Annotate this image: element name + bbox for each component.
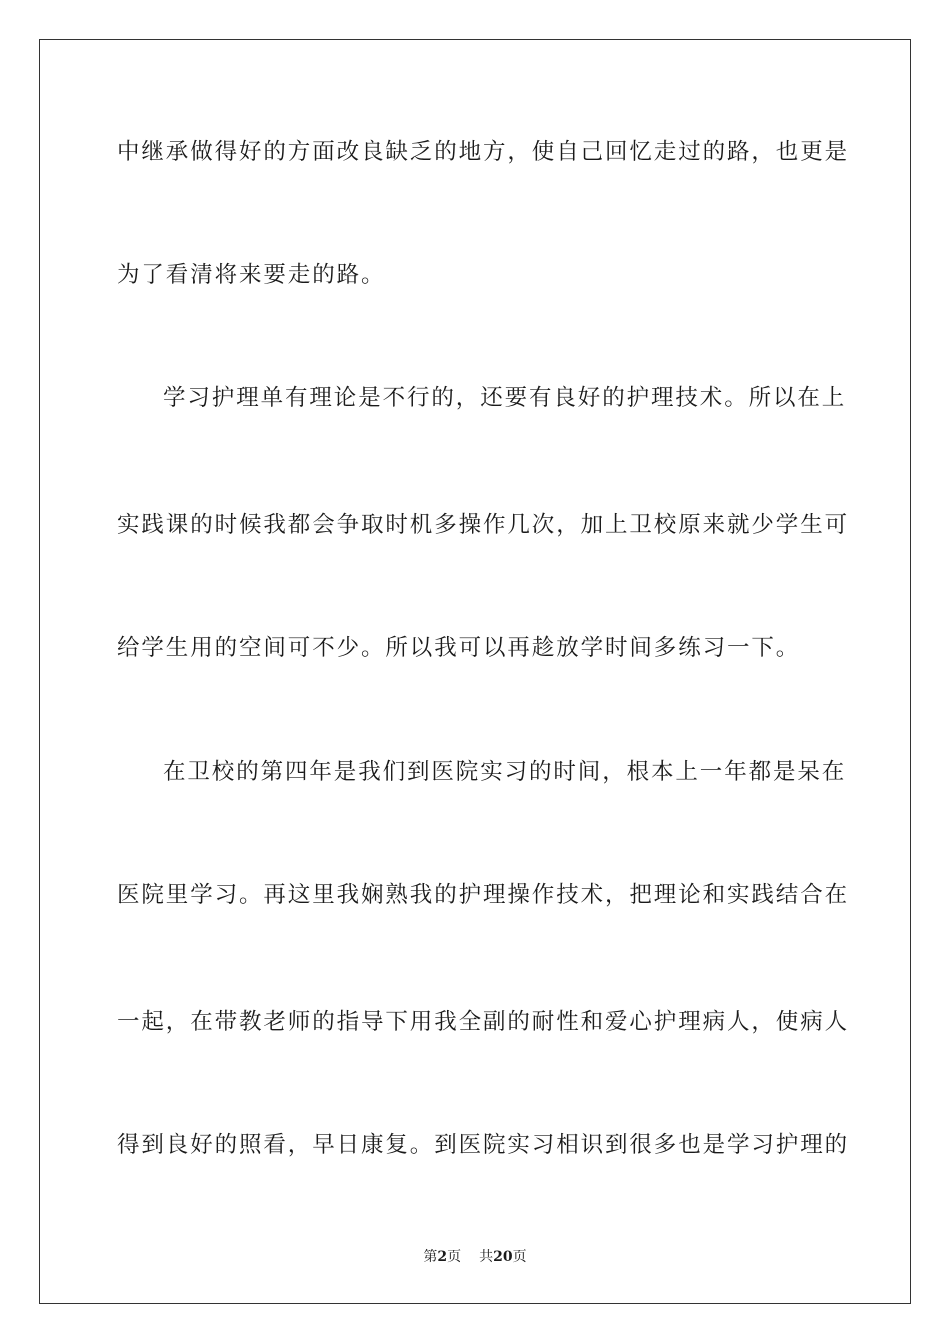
page-border [39, 39, 911, 1304]
page-prefix: 第 [423, 1249, 438, 1265]
page-suffix: 页 [447, 1249, 462, 1265]
text-line: 为了看清将来要走的路。 [117, 262, 386, 288]
text-line: 给学生用的空间可不少。所以我可以再趁放学时间多练习一下。 [117, 635, 801, 661]
text-line: 一起，在带教老师的指导下用我全副的耐性和爱心护理病人，使病人 [117, 1009, 850, 1035]
text-line: 中继承做得好的方面改良缺乏的地方，使自己回忆走过的路，也更是 [117, 139, 850, 165]
total-pages: 20 [493, 1249, 513, 1265]
total-suffix: 页 [512, 1249, 527, 1265]
paragraph-first-line: 在卫校的第四年是我们到医院实习的时间，根本上一年都是呆在 [163, 759, 847, 785]
page-footer [0, 1247, 950, 1267]
text-line: 得到良好的照看，早日康复。到医院实习相识到很多也是学习护理的 [117, 1132, 850, 1158]
page-number: 2 [437, 1249, 448, 1265]
text-line: 医院里学习。再这里我娴熟我的护理操作技术，把理论和实践结合在 [117, 882, 850, 908]
paragraph-first-line: 学习护理单有理论是不行的，还要有良好的护理技术。所以在上 [163, 385, 847, 411]
total-prefix: 共 [479, 1249, 494, 1265]
text-line: 实践课的时候我都会争取时机多操作几次，加上卫校原来就少学生可 [117, 512, 850, 538]
